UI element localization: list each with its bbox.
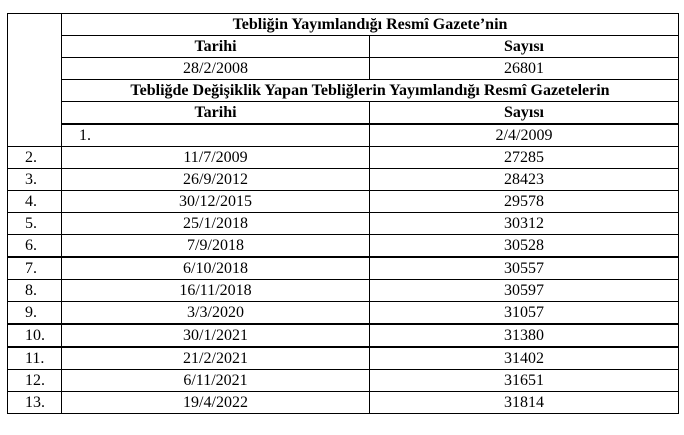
row-gazette-number: 28423 <box>370 169 679 191</box>
original-number-header: Sayısı <box>370 36 679 58</box>
row-number: 10. <box>8 324 62 347</box>
gazette-table-container <box>7 13 678 414</box>
original-number: 26801 <box>370 58 679 80</box>
row-number: 1. <box>62 124 370 147</box>
amendments-header-row <box>8 102 679 125</box>
row-date: 11/7/2009 <box>62 147 370 169</box>
gazette-table <box>7 13 679 414</box>
table-row <box>8 169 679 191</box>
row-date: 26/9/2012 <box>62 169 370 191</box>
row-date: 16/11/2018 <box>62 280 370 302</box>
row-gazette-number: 30528 <box>370 235 679 258</box>
table-row <box>8 370 679 392</box>
amendments-date-header: Tarihi <box>62 102 370 125</box>
row-gazette-number: 29578 <box>370 191 679 213</box>
row-number: 2. <box>8 147 62 169</box>
row-date: 21/2/2021 <box>62 347 370 370</box>
row-date: 6/11/2021 <box>62 370 370 392</box>
row-number: 13. <box>8 392 62 414</box>
row-gazette-number: 30597 <box>370 280 679 302</box>
row-number: 12. <box>8 370 62 392</box>
original-date-header: Tarihi <box>62 36 370 58</box>
original-value-row <box>8 58 679 80</box>
row-gazette-number: 27285 <box>370 147 679 169</box>
row-number: 9. <box>8 302 62 325</box>
row-date: 19/4/2022 <box>62 392 370 414</box>
row-number: 3. <box>8 169 62 191</box>
row-date: 2/4/2009 <box>370 124 679 147</box>
amendments-number-header: Sayısı <box>370 102 679 125</box>
row-number: 4. <box>8 191 62 213</box>
row-gazette-number: 31057 <box>370 302 679 325</box>
table-row <box>8 235 679 258</box>
table-row <box>8 347 679 370</box>
original-date: 28/2/2008 <box>62 58 370 80</box>
table-row <box>8 392 679 414</box>
amendments-heading: Tebliğde Değişiklik Yapan Tebliğlerin Yayımlandığı Resmî Gazetelerin <box>62 80 679 102</box>
original-heading-row <box>8 14 679 36</box>
amendments-heading-row <box>8 80 679 102</box>
row-number: 7. <box>8 257 62 280</box>
row-gazette-number: 31814 <box>370 392 679 414</box>
row-gazette-number: 30312 <box>370 213 679 235</box>
row-gazette-number: 30557 <box>370 257 679 280</box>
corner-cell <box>8 14 62 147</box>
original-header-row <box>8 36 679 58</box>
row-number: 11. <box>8 347 62 370</box>
row-number: 6. <box>8 235 62 258</box>
row-date: 30/1/2021 <box>62 324 370 347</box>
table-row <box>8 213 679 235</box>
row-date: 30/12/2015 <box>62 191 370 213</box>
table-row <box>8 302 679 325</box>
row-gazette-number: 31651 <box>370 370 679 392</box>
table-row <box>8 191 679 213</box>
row-gazette-number: 31380 <box>370 324 679 347</box>
row-date: 3/3/2020 <box>62 302 370 325</box>
table-row <box>8 147 679 169</box>
table-row <box>8 280 679 302</box>
row-date: 25/1/2018 <box>62 213 370 235</box>
table-row <box>8 324 679 347</box>
row-date: 6/10/2018 <box>62 257 370 280</box>
table-row <box>8 257 679 280</box>
row-number: 8. <box>8 280 62 302</box>
table-row <box>8 124 679 147</box>
original-heading: Tebliğin Yayımlandığı Resmî Gazete’nin <box>62 14 679 36</box>
row-date: 7/9/2018 <box>62 235 370 258</box>
row-number: 5. <box>8 213 62 235</box>
row-gazette-number: 31402 <box>370 347 679 370</box>
